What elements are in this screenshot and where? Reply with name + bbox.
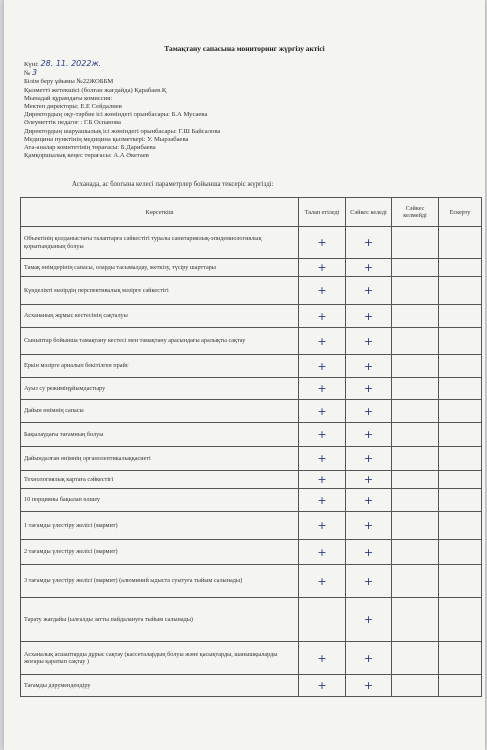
table-row xyxy=(21,471,482,489)
table-row xyxy=(21,675,482,697)
number-label: № xyxy=(24,70,31,78)
noncompliant-cell xyxy=(392,447,439,471)
header-line: Білім беру ұйымы №22ЖОББМ xyxy=(24,78,114,86)
table-row xyxy=(21,423,482,447)
required-mark: + xyxy=(299,259,346,277)
header-noncompliant: Сәйкес келмейді xyxy=(392,198,439,227)
header-note: Ескерту xyxy=(439,198,482,227)
header-required: Талап етіледі xyxy=(299,198,346,227)
noncompliant-cell xyxy=(392,423,439,447)
note-cell xyxy=(439,471,482,489)
table-header-row xyxy=(21,198,482,227)
header-line: Әлеуметтік педагог : Г.Б Оспанова xyxy=(24,119,121,127)
indicator-cell: Дайын өнімнің сапасы xyxy=(21,400,299,423)
note-cell xyxy=(439,227,482,259)
note-cell xyxy=(439,423,482,447)
noncompliant-cell xyxy=(392,259,439,277)
required-mark: + xyxy=(299,675,346,697)
compliant-mark: + xyxy=(346,642,392,675)
table-row xyxy=(21,512,482,540)
compliant-mark: + xyxy=(346,277,392,305)
header-compliant: Сәйкес келеді xyxy=(346,198,392,227)
note-cell xyxy=(439,642,482,675)
noncompliant-cell xyxy=(392,400,439,423)
header-line: Медицина пунктінің медицина қызметкері: У. Мырзабаева xyxy=(24,135,189,143)
table-row xyxy=(21,642,482,675)
note-cell xyxy=(439,259,482,277)
compliant-mark: + xyxy=(346,328,392,355)
header-lines xyxy=(24,78,220,160)
noncompliant-cell xyxy=(392,489,439,512)
noncompliant-cell xyxy=(392,355,439,378)
compliant-mark: + xyxy=(346,378,392,400)
required-mark xyxy=(299,598,346,642)
table-row xyxy=(21,540,482,565)
compliant-mark: + xyxy=(346,512,392,540)
indicator-cell: Объектінің қолданыстағы талаптарға сәйкестігі туралы санитариялық-эпидемиологиялық қорытындының болуы xyxy=(21,227,299,259)
intro-text: Асханада, ас блогына келесі параметрлер бойынша тексеріс жүргізді: xyxy=(72,181,274,188)
note-cell xyxy=(439,540,482,565)
header-line: Директордың оқу-тәрбие ісі жөніндегі орынбасары: Б.А Мусаева xyxy=(24,111,208,119)
date-label: Күні: xyxy=(24,61,39,68)
document-header xyxy=(24,60,220,160)
required-mark: + xyxy=(299,227,346,259)
table-row xyxy=(21,400,482,423)
document-page xyxy=(4,0,485,750)
table-row xyxy=(21,355,482,378)
date-value: 28. 11. 2022ж. xyxy=(40,59,102,68)
table-row xyxy=(21,598,482,642)
required-mark: + xyxy=(299,355,346,378)
required-mark: + xyxy=(299,540,346,565)
compliant-mark: + xyxy=(346,259,392,277)
indicator-cell: Тарату жағдайы (ылғалды затты пайдалануға тыйым салынады) xyxy=(21,598,299,642)
table-row xyxy=(21,565,482,598)
compliant-mark: + xyxy=(346,423,392,447)
compliant-mark: + xyxy=(346,471,392,489)
noncompliant-cell xyxy=(392,598,439,642)
indicator-cell: 1 тағамды үлестіру желісі (мармит) xyxy=(21,512,299,540)
noncompliant-cell xyxy=(392,565,439,598)
note-cell xyxy=(439,447,482,471)
required-mark: + xyxy=(299,277,346,305)
header-indicator: Көрсеткіш xyxy=(21,198,299,227)
note-cell xyxy=(439,675,482,697)
note-cell xyxy=(439,512,482,540)
indicator-cell: Еркін мәзірге арналып бекітілген прайс xyxy=(21,355,299,378)
compliant-mark: + xyxy=(346,489,392,512)
date-line xyxy=(24,60,220,69)
required-mark: + xyxy=(299,305,346,328)
indicator-cell: Асхананың жұмыс кестесінің сақталуы xyxy=(21,305,299,328)
header-line: Директордың шаруашылық ісі жөніндегі орынбасары: Г.Ш Байсалова xyxy=(24,127,221,135)
indicator-cell: Технологиялық картаға сәйкестігі xyxy=(21,471,299,489)
noncompliant-cell xyxy=(392,675,439,697)
table-row xyxy=(21,277,482,305)
required-mark: + xyxy=(299,400,346,423)
compliant-mark: + xyxy=(346,675,392,697)
table-row xyxy=(21,227,482,259)
noncompliant-cell xyxy=(392,642,439,675)
header-line: Мектеп директоры: Е.Е Сейдалиев xyxy=(24,103,122,111)
note-cell xyxy=(439,328,482,355)
note-cell xyxy=(439,277,482,305)
indicator-cell: Тамақ өнімдерінің сапасы, оларды тасымалдау, жеткізу, түсіру шарттары xyxy=(21,259,299,277)
note-cell xyxy=(439,400,482,423)
indicator-cell: Сыныптар бойынша тамақтану кестесі мен тамақтану арасындағы аралықты сақтау xyxy=(21,328,299,355)
indicator-cell: Дайындалған өнімнің органолептикалыққасиеті xyxy=(21,447,299,471)
note-cell xyxy=(439,598,482,642)
number-line xyxy=(24,69,220,78)
noncompliant-cell xyxy=(392,471,439,489)
compliant-mark: + xyxy=(346,447,392,471)
indicator-cell: Бақылаудағы тағамның болуы xyxy=(21,423,299,447)
indicator-cell: Ауыз су режиміңұйымдастыру xyxy=(21,378,299,400)
required-mark: + xyxy=(299,447,346,471)
header-line: Ата-аналар комитетінің төрағасы: Б.Дарибаева xyxy=(24,144,156,152)
indicator-cell: 10 порцияны бақылап өлшеу xyxy=(21,489,299,512)
noncompliant-cell xyxy=(392,540,439,565)
noncompliant-cell xyxy=(392,305,439,328)
note-cell xyxy=(439,355,482,378)
table-row xyxy=(21,259,482,277)
note-cell xyxy=(439,378,482,400)
compliant-mark: + xyxy=(346,227,392,259)
indicator-cell: Күнделікті мәзірдің перспективалық мәзірге сәйкестігі xyxy=(21,277,299,305)
noncompliant-cell xyxy=(392,328,439,355)
noncompliant-cell xyxy=(392,277,439,305)
header-line: Қамқоршылық кеңес төрағасы: А.А Әкетаев xyxy=(24,152,149,160)
table-row xyxy=(21,378,482,400)
monitoring-table xyxy=(20,197,482,697)
required-mark: + xyxy=(299,423,346,447)
compliant-mark: + xyxy=(346,598,392,642)
compliant-mark: + xyxy=(346,565,392,598)
compliant-mark: + xyxy=(346,400,392,423)
required-mark: + xyxy=(299,378,346,400)
note-cell xyxy=(439,305,482,328)
required-mark: + xyxy=(299,489,346,512)
required-mark: + xyxy=(299,328,346,355)
table-row xyxy=(21,447,482,471)
compliant-mark: + xyxy=(346,305,392,328)
table-row xyxy=(21,489,482,512)
table-body xyxy=(21,227,482,697)
required-mark: + xyxy=(299,565,346,598)
table-row xyxy=(21,328,482,355)
indicator-cell: Асханалық асшаптарды дұрыс сақтау (кассеталардың болуы және қасықтарды, шанышқыларды жоғары қаратып сақтау ) xyxy=(21,642,299,675)
note-cell xyxy=(439,565,482,598)
table-row xyxy=(21,305,482,328)
required-mark: + xyxy=(299,471,346,489)
compliant-mark: + xyxy=(346,355,392,378)
header-line: Мынадай құрамдағы комиссия: xyxy=(24,94,113,102)
header-line: Қызметті жетекшісі (болған жағдайда) Қарабаев.Қ xyxy=(24,86,167,94)
number-value: 3 xyxy=(31,68,38,78)
document-title: Тамақтану сапасына мониторинг жүргізу актісі xyxy=(164,44,325,53)
required-mark: + xyxy=(299,642,346,675)
noncompliant-cell xyxy=(392,227,439,259)
indicator-cell: 3 тағамды үлестіру желісі (мармит) (алюминий ыдыста суытуға тыйым салынады) xyxy=(21,565,299,598)
note-cell xyxy=(439,489,482,512)
noncompliant-cell xyxy=(392,378,439,400)
indicator-cell: 2 тағамды үлестіру желісі (мармит) xyxy=(21,540,299,565)
compliant-mark: + xyxy=(346,540,392,565)
required-mark: + xyxy=(299,512,346,540)
noncompliant-cell xyxy=(392,512,439,540)
indicator-cell: Тағамды дәрумендендіру xyxy=(21,675,299,697)
